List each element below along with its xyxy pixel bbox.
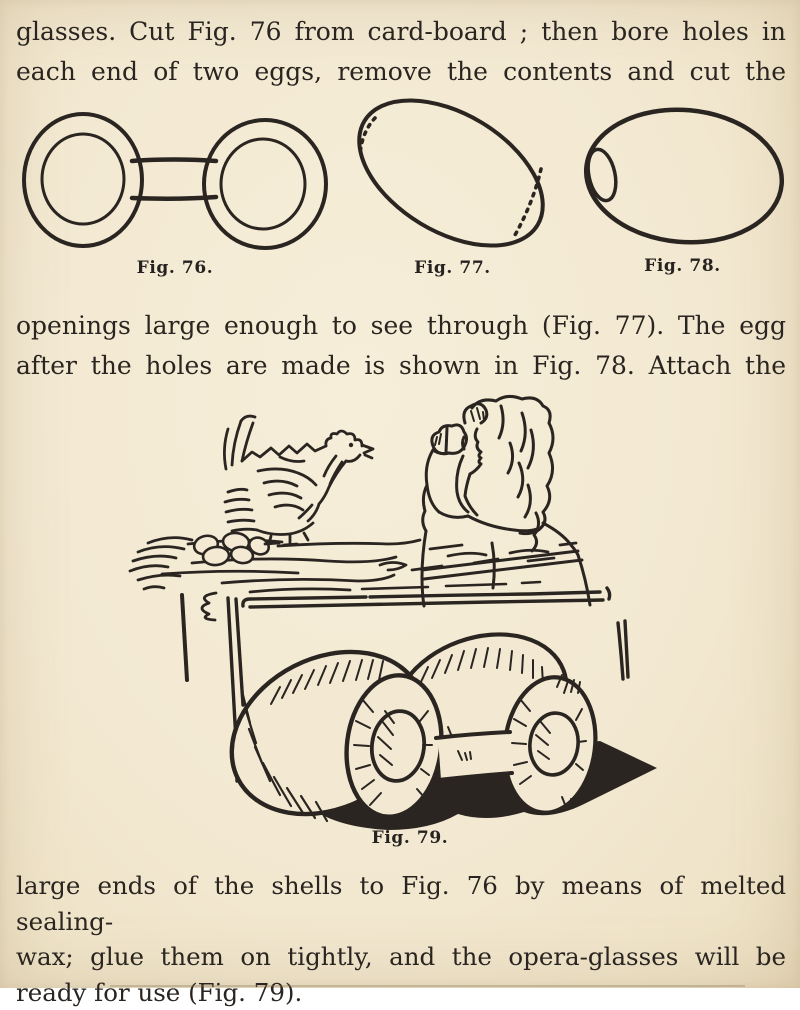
text-line: openings large enough to see through (Fig. 77). The egg [16, 306, 786, 346]
fig78-egg-hole-drawing [580, 95, 785, 257]
fig79-caption: Fig. 79. [130, 828, 690, 848]
fig76-spectacle-frame-drawing [20, 95, 330, 265]
fig78-caption: Fig. 78. [580, 256, 785, 276]
text-line: each end of two eggs, remove the contents and cut the [16, 52, 786, 92]
fig76-caption: Fig. 76. [20, 258, 330, 278]
text-line: wax; glue them on tightly, and the opera-glasses will be [16, 939, 786, 975]
text-line: large ends of the shells to Fig. 76 by means of melted sealing- [16, 868, 786, 939]
paragraph-bottom [16, 868, 786, 1010]
girl-drawing [422, 396, 590, 606]
text-line: ready for use (Fig. 79). [16, 975, 786, 1010]
fig79-illustration [130, 393, 690, 843]
hen-drawing [224, 416, 373, 545]
opera-glasses-drawing [204, 611, 657, 845]
fig77-caption: Fig. 77. [345, 258, 560, 278]
fig77-egg-dotted-drawing [345, 95, 560, 260]
text-line: after the holes are made is shown in Fig. 78. Attach the [16, 346, 786, 386]
text-line: glasses. Cut Fig. 76 from card-board ; then bore holes in [16, 12, 786, 52]
page-bottom-edge [110, 985, 745, 987]
paragraph-middle [16, 306, 786, 386]
paragraph-top [16, 12, 786, 92]
